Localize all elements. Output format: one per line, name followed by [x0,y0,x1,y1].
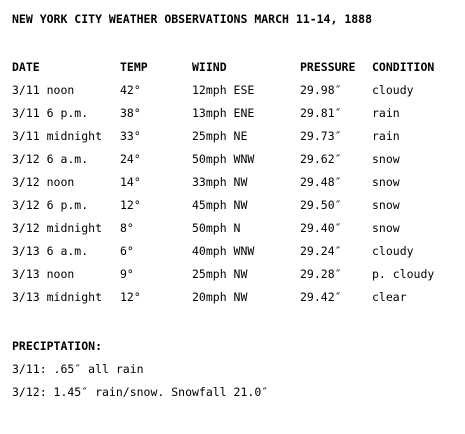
cell-wind: 45mph NW [192,198,248,212]
cell-wind: 12mph ESE [192,83,255,97]
cell-pressure: 29.62″ [300,152,342,166]
cell-condition: snow [372,175,400,189]
page-title: NEW YORK CITY WEATHER OBSERVATIONS MARCH 11-14, 1888 [12,12,373,26]
cell-pressure: 29.24″ [300,244,342,258]
header-wind: WIIND [192,60,227,74]
header-date: DATE [12,60,40,74]
cell-date: 3/11 midnight [12,129,103,143]
precipitation-line: 3/12: 1.45″ rain/snow. Snowfall 21.0″ [12,385,269,399]
cell-temp: 33° [120,129,141,143]
cell-date: 3/12 noon [12,175,75,189]
cell-wind: 40mph WNW [192,244,255,258]
cell-condition: cloudy [372,244,414,258]
cell-date: 3/11 noon [12,83,75,97]
cell-pressure: 29.40″ [300,221,342,235]
cell-wind: 50mph N [192,221,241,235]
cell-condition: rain [372,106,400,120]
cell-date: 3/13 midnight [12,290,103,304]
cell-date: 3/12 6 a.m. [12,152,89,166]
cell-date: 3/12 6 p.m. [12,198,89,212]
cell-temp: 8° [120,221,134,235]
cell-condition: snow [372,198,400,212]
cell-temp: 12° [120,290,141,304]
cell-pressure: 29.50″ [300,198,342,212]
cell-temp: 9° [120,267,134,281]
cell-temp: 42° [120,83,141,97]
cell-temp: 14° [120,175,141,189]
cell-wind: 20mph NW [192,290,248,304]
cell-date: 3/11 6 p.m. [12,106,89,120]
cell-condition: clear [372,290,407,304]
cell-condition: cloudy [372,83,414,97]
cell-wind: 25mph NW [192,267,248,281]
cell-condition: p. cloudy [372,267,435,281]
cell-wind: 33mph NW [192,175,248,189]
cell-wind: 13mph ENE [192,106,255,120]
cell-temp: 24° [120,152,141,166]
cell-temp: 12° [120,198,141,212]
precipitation-line: 3/11: .65″ all rain [12,362,144,376]
cell-temp: 6° [120,244,134,258]
cell-date: 3/13 6 a.m. [12,244,89,258]
header-temp: TEMP [120,60,148,74]
cell-temp: 38° [120,106,141,120]
precipitation-section [12,339,268,408]
cell-pressure: 29.73″ [300,129,342,143]
cell-condition: rain [372,129,400,143]
cell-pressure: 29.48″ [300,175,342,189]
cell-wind: 25mph NE [192,129,248,143]
cell-date: 3/12 midnight [12,221,103,235]
precipitation-lines [12,362,268,408]
cell-condition: snow [372,221,400,235]
cell-wind: 50mph WNW [192,152,255,166]
cell-pressure: 29.81″ [300,106,342,120]
cell-date: 3/13 noon [12,267,75,281]
header-condition: CONDITION [372,60,435,74]
cell-pressure: 29.28″ [300,267,342,281]
header-pressure: PRESSURE [300,60,356,74]
cell-pressure: 29.98″ [300,83,342,97]
cell-condition: snow [372,152,400,166]
cell-pressure: 29.42″ [300,290,342,304]
precipitation-heading: PRECIPTATION: [12,339,103,353]
